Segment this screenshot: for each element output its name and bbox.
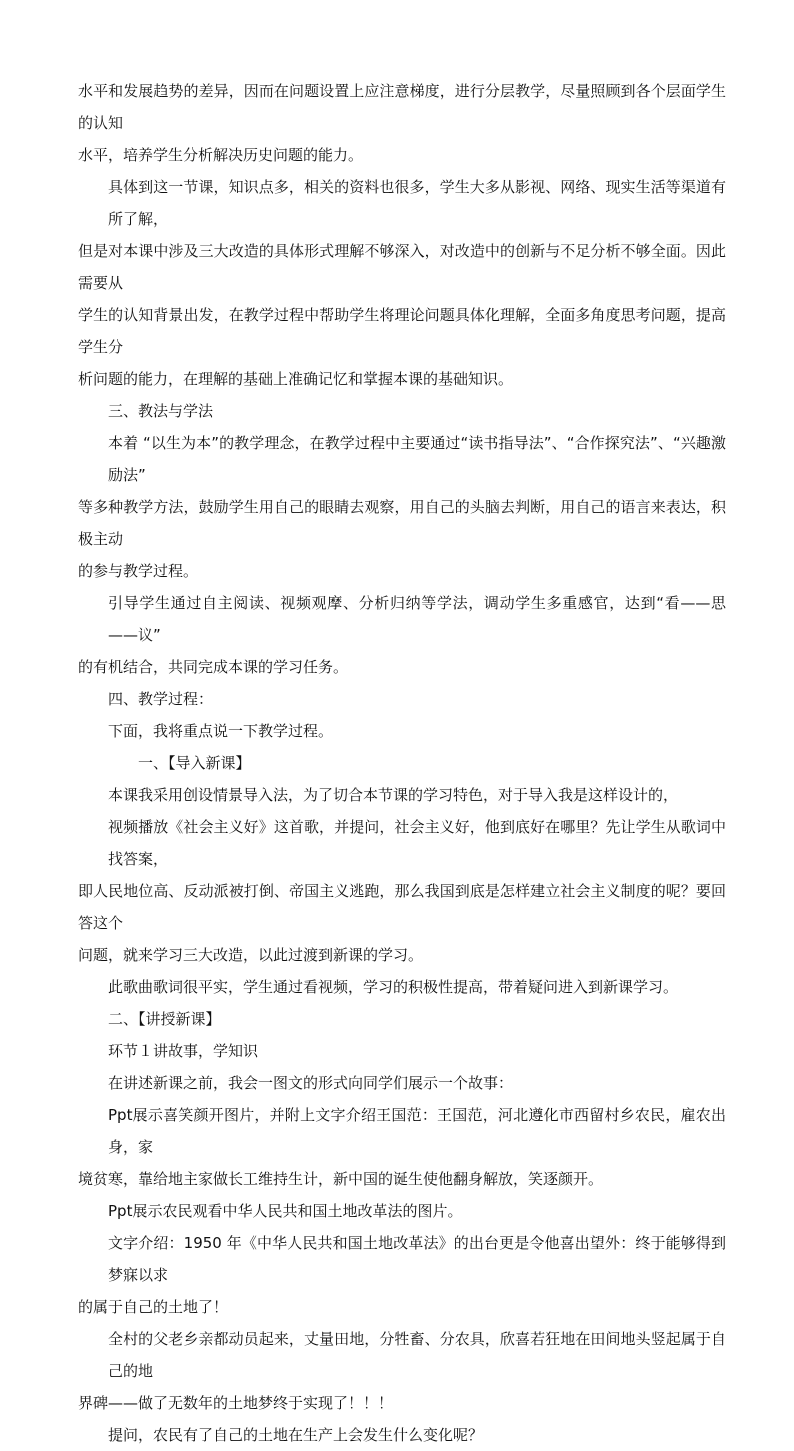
text-line: 下面，我将重点说一下教学过程。 xyxy=(108,722,334,740)
paragraph xyxy=(78,1099,726,1195)
paragraph xyxy=(78,427,726,587)
text-line: 的有机结合，共同完成本课的学习任务。 xyxy=(78,658,349,676)
paragraph xyxy=(78,171,726,395)
text-line: 本着 “以生为本”的教学理念，在教学过程中主要通过“读书指导法”、“合作探究法”、“兴趣激励法” xyxy=(108,434,726,484)
text-line: 但是对本课中涉及三大改造的具体形式理解不够深入，对改造中的创新与不足分析不够全面。因此需要从 xyxy=(78,242,726,292)
paragraph xyxy=(78,1035,726,1067)
text-line: 文字介绍：1950 年《中华人民共和国土地改革法》的出台更是令他喜出望外：终于能够得到梦寐以求 xyxy=(108,1234,726,1284)
text-line: 此歌曲歌词很平实，学生通过看视频，学习的积极性提高，带着疑问进入到新课学习。 xyxy=(108,978,679,996)
paragraph xyxy=(78,971,726,1003)
text-line: 水平，培养学生分析解决历史问题的能力。 xyxy=(78,146,364,164)
text-line: 学生的认知背景出发，在教学过程中帮助学生将理论问题具体化理解，全面多角度思考问题，提高学生分 xyxy=(78,306,726,356)
text-line: 环节１讲故事，学知识 xyxy=(108,1042,259,1060)
text-line: 提问，农民有了自己的土地在生产上会发生什么变化呢？ xyxy=(108,1426,484,1444)
paragraph xyxy=(78,1227,726,1323)
text-line: 的属于自己的土地了！ xyxy=(78,1298,229,1316)
text-line: 等多种教学方法，鼓励学生用自己的眼睛去观察，用自己的头脑去判断，用自己的语言来表达，积极主动 xyxy=(78,498,726,548)
text-line: 视频播放《社会主义好》这首歌，并提问，社会主义好，他到底好在哪里？先让学生从歌词中找答案， xyxy=(108,818,726,868)
paragraph xyxy=(78,1067,726,1099)
document-body xyxy=(78,75,726,1451)
paragraph xyxy=(78,1003,726,1035)
paragraph xyxy=(78,779,726,811)
text-line: 界碑——做了无数年的土地梦终于实现了！！！ xyxy=(78,1394,394,1412)
text-line: 水平和发展趋势的差异，因而在问题设置上应注意梯度，进行分层教学，尽量照顾到各个层面学生的认知 xyxy=(78,82,726,132)
paragraph xyxy=(78,1419,726,1451)
text-line: 全村的父老乡亲都动员起来，丈量田地，分牲畜、分农具，欣喜若狂地在田间地头竖起属于自己的地 xyxy=(108,1330,726,1380)
text-line: 本课我采用创设情景导入法，为了切合本节课的学习特色，对于导入我是这样设计的， xyxy=(108,786,679,804)
text-line: 三、教法与学法 xyxy=(108,402,214,420)
text-line: 在讲述新课之前，我会一图文的形式向同学们展示一个故事： xyxy=(108,1074,514,1092)
paragraph xyxy=(78,811,726,971)
paragraph xyxy=(78,395,726,427)
text-line: 二、【讲授新课】 xyxy=(108,1010,221,1028)
text-line: 境贫寒，靠给地主家做长工维持生计，新中国的诞生使他翻身解放，笑逐颜开。 xyxy=(78,1170,604,1188)
paragraph xyxy=(78,683,726,715)
paragraph xyxy=(78,1195,726,1227)
text-line: 一、【导入新课】 xyxy=(138,754,251,772)
text-line: 具体到这一节课，知识点多，相关的资料也很多，学生大多从影视、网络、现实生活等渠道有所了解， xyxy=(108,178,726,228)
text-line: 四、教学过程： xyxy=(108,690,214,708)
paragraph xyxy=(78,747,726,779)
text-line: 问题，就来学习三大改造，以此过渡到新课的学习。 xyxy=(78,946,424,964)
text-line: 的参与教学过程。 xyxy=(78,562,199,580)
text-line: 即人民地位高、反动派被打倒、帝国主义逃跑，那么我国到底是怎样建立社会主义制度的呢？要回答这个 xyxy=(78,882,726,932)
text-line: 析问题的能力，在理解的基础上准确记忆和掌握本课的基础知识。 xyxy=(78,370,514,388)
paragraph xyxy=(78,75,726,171)
paragraph xyxy=(78,1323,726,1419)
paragraph xyxy=(78,587,726,683)
paragraph xyxy=(78,715,726,747)
text-line: Ppt展示农民观看中华人民共和国土地改革法的图片。 xyxy=(108,1202,463,1220)
text-line: 引导学生通过自主阅读、视频观摩、分析归纳等学法，调动学生多重感官，达到“看——思——议” xyxy=(108,594,726,644)
text-line: Ppt展示喜笑颜开图片，并附上文字介绍王国范：王国范，河北遵化市西留村乡农民，雇农出身，家 xyxy=(108,1106,726,1156)
